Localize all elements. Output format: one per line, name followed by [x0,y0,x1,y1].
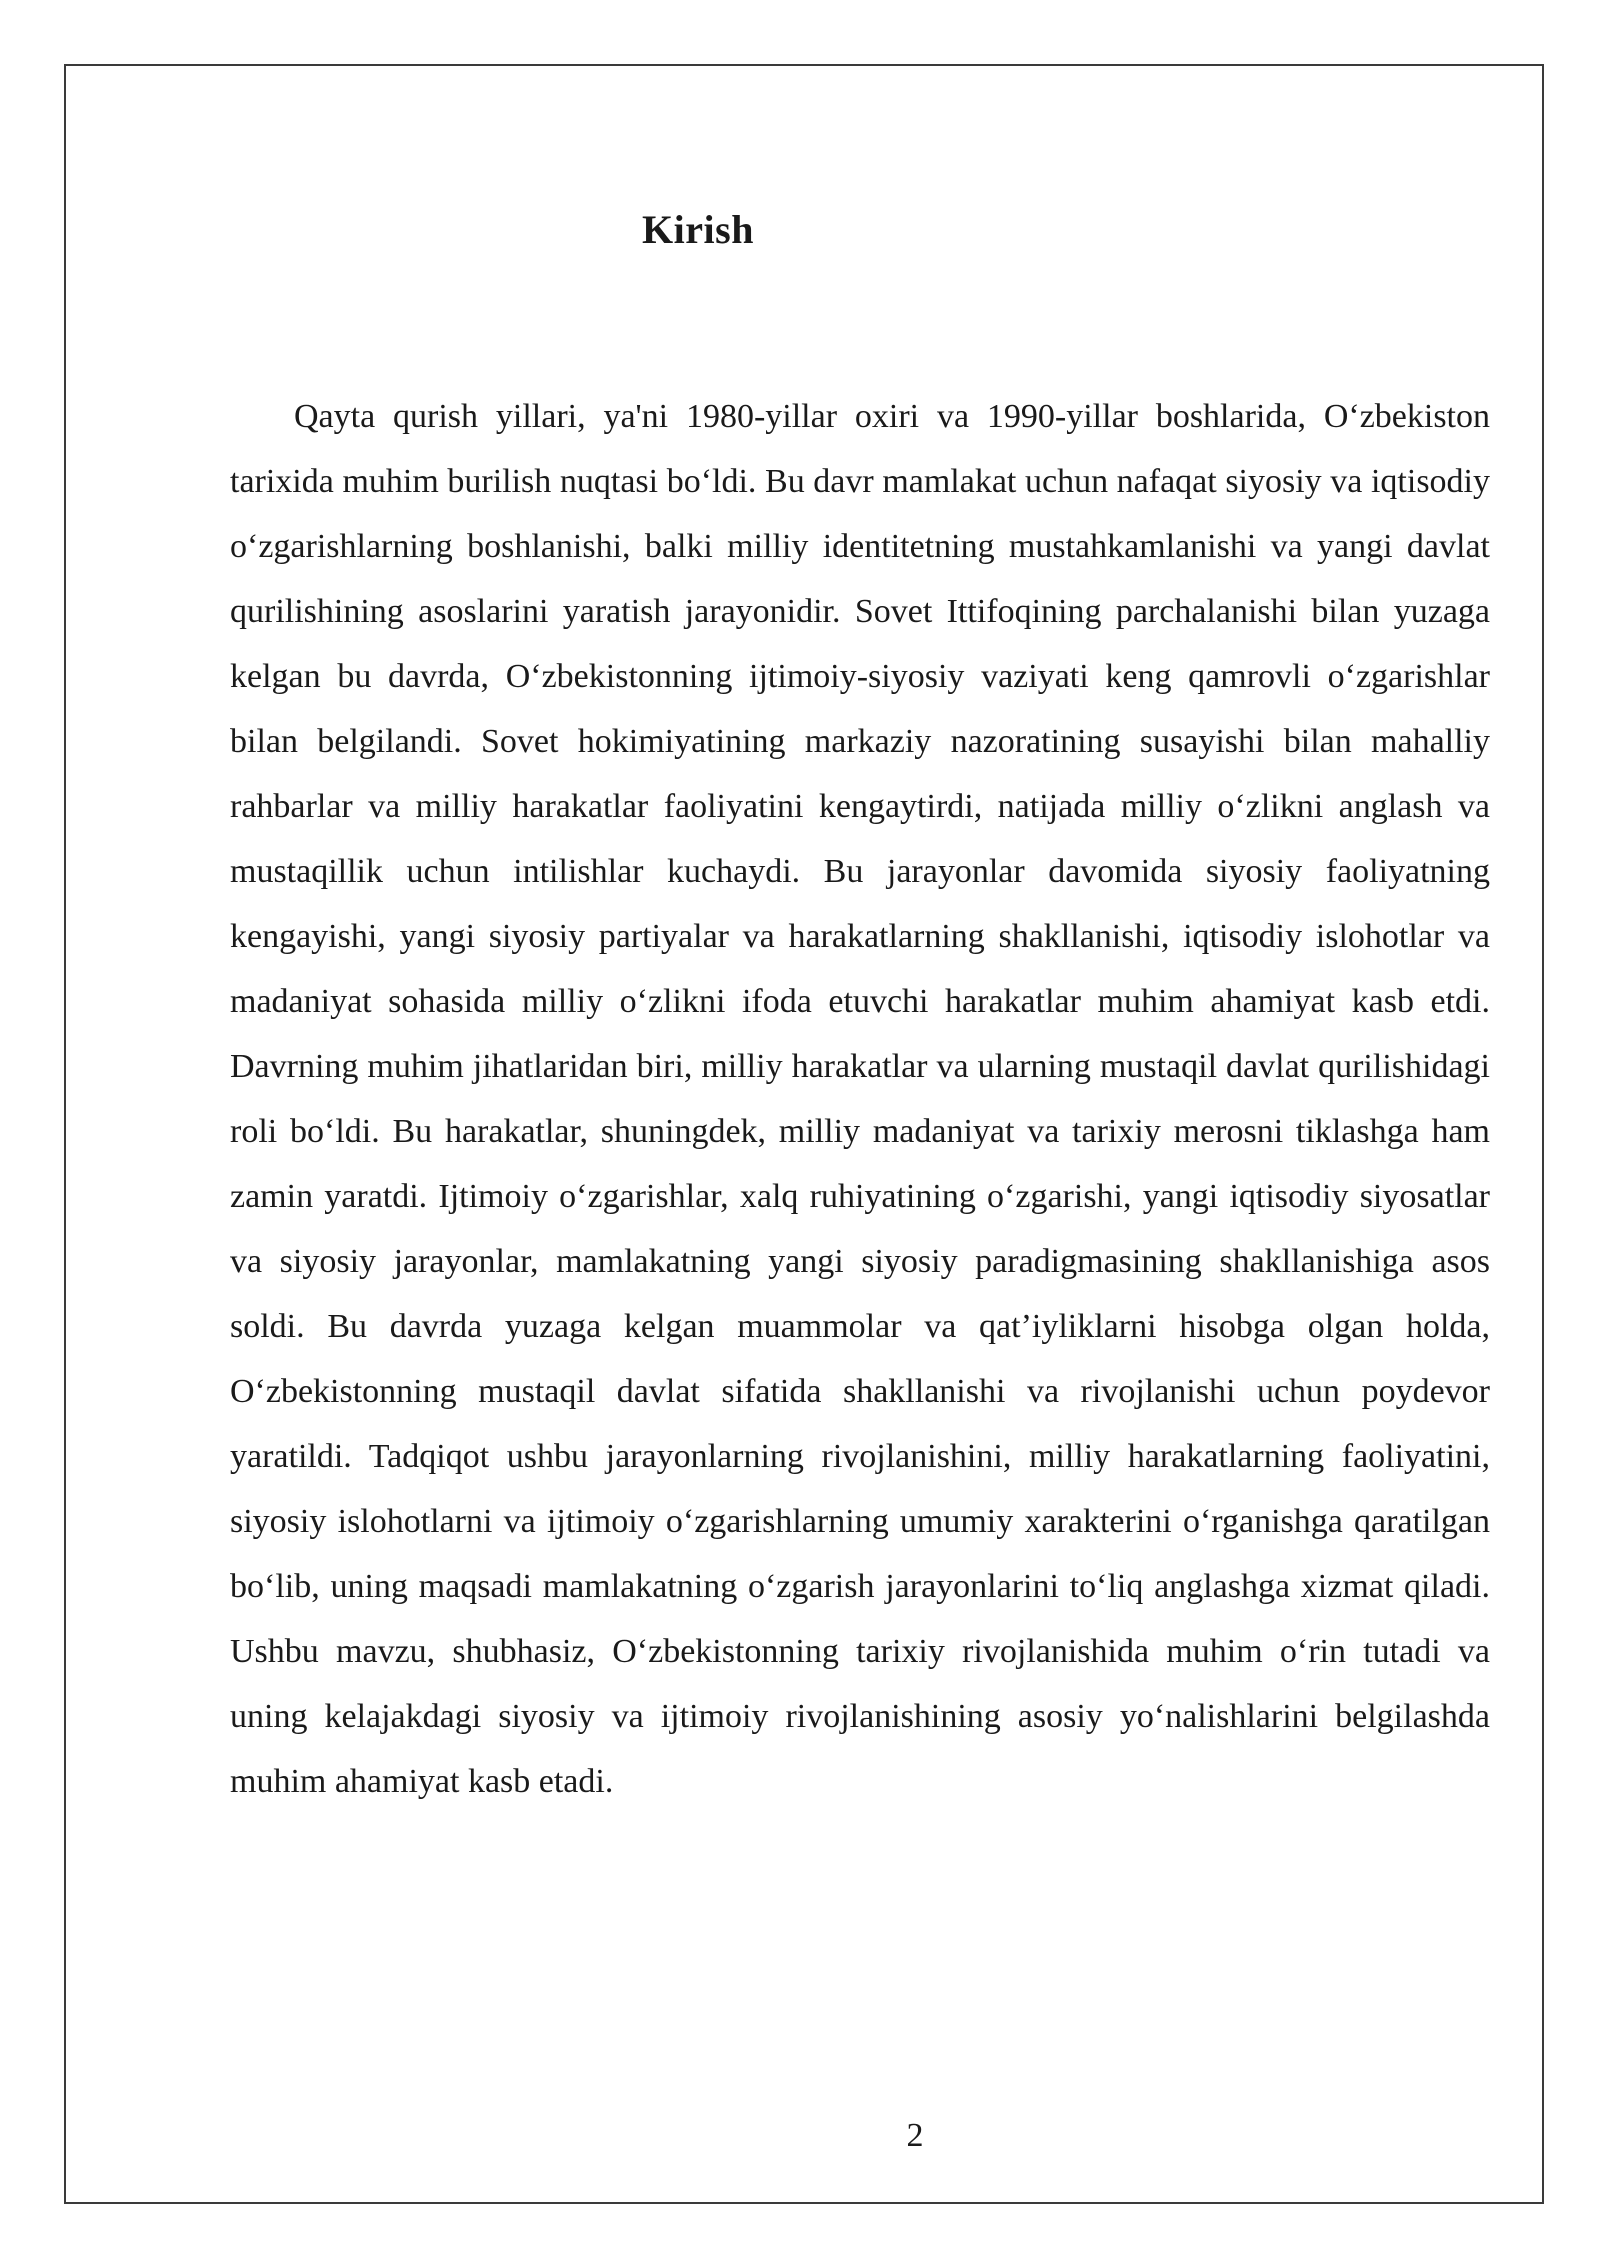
page-frame [64,64,1544,2204]
section-heading: Kirish [642,207,754,252]
body-paragraph: Qayta qurish yillari, ya'ni 1980-yillar oxiri va 1990-yillar boshlarida, O‘zbekiston tarixida muhim burilish nuqtasi bo‘ldi. Bu davr mamlakat uchun nafaqat siyosiy va iqtisodiy o‘zgarishlarning boshlanishi, balki milliy identitetning mustahkamlanishi va yangi davlat qurilishining asoslarini yaratish jarayonidir. Sovet Ittifoqining parchalanishi bilan yuzaga kelgan bu davrda, O‘zbekistonning ijtimoiy-siyosiy vaziyati keng qamrovli o‘zgarishlar bilan belgilandi. Sovet hokimiyatining markaziy nazoratining susayishi bilan mahalliy rahbarlar va milliy harakatlar faoliyatini kengaytirdi, natijada milliy o‘zlikni anglash va mustaqillik uchun intilishlar kuchaydi. Bu jarayonlar davomida siyosiy faoliyatning kengayishi, yangi siyosiy partiyalar va harakatlarning shakllanishi, iqtisodiy islohotlar va madaniyat sohasida milliy o‘zlikni ifoda etuvchi harakatlar muhim ahamiyat kasb etdi. Davrning muhim jihatlaridan biri, milliy harakatlar va ularning mustaqil davlat qurilishidagi roli bo‘ldi. Bu harakatlar, shuningdek, milliy madaniyat va tarixiy merosni tiklashga ham zamin yaratdi. Ijtimoiy o‘zgarishlar, xalq ruhiyatining o‘zgarishi, yangi iqtisodiy siyosatlar va siyosiy jarayonlar, mamlakatning yangi siyosiy paradigmasining shakllanishiga asos soldi. Bu davrda yuzaga kelgan muammolar va qat’iyliklarni hisobga olgan holda, O‘zbekistonning mustaqil davlat sifatida shakllanishi va rivojlanishi uchun poydevor yaratildi. Tadqiqot ushbu jarayonlarning rivojlanishini, milliy harakatlarning faoliyatini, siyosiy islohotlarni va ijtimoiy o‘zgarishlarning umumiy xarakterini o‘rganishga qaratilgan bo‘lib, uning maqsadi mamlakatning o‘zgarish jarayonlarini to‘liq anglashga xizmat qiladi. Ushbu mavzu, shubhasiz, O‘zbekistonning tarixiy rivojlanishida muhim o‘rin tutadi va uning kelajakdagi siyosiy va ijtimoiy rivojlanishining asosiy yo‘nalishlarini belgilashda muhim ahamiyat kasb etadi. [230,398,1490,1800]
page-number: 2 [906,2117,924,2154]
